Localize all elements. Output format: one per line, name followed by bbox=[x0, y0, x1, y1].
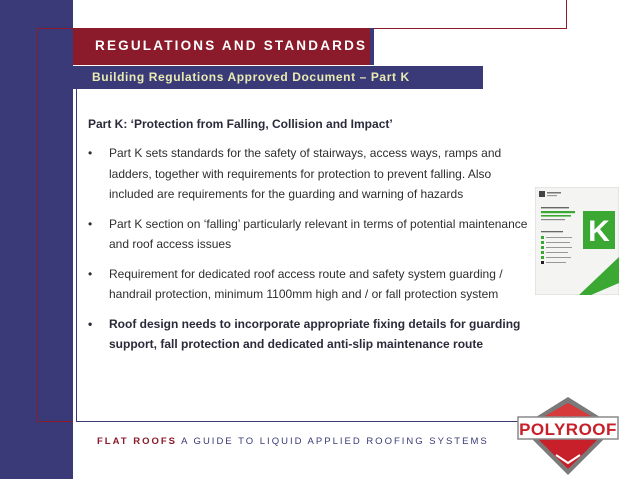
frame-line-left bbox=[37, 28, 38, 421]
approved-document-k-cover-image bbox=[535, 187, 619, 295]
frame-line-right bbox=[566, 0, 567, 28]
footer-text: A GUIDE TO LIQUID APPLIED ROOFING SYSTEMS bbox=[176, 436, 489, 447]
polyroof-logo bbox=[516, 395, 620, 479]
page-title: REGULATIONS AND STANDARDS bbox=[95, 38, 368, 53]
bullet-marker: • bbox=[88, 216, 93, 231]
bullet-text: Part K section on ‘falling’ particularly relevant in terms of potential maintenance and roof access issues bbox=[109, 216, 528, 251]
footer-accent: FLAT ROOFS bbox=[97, 436, 177, 447]
page-subtitle: Building Regulations Approved Document – Part K bbox=[92, 70, 410, 84]
bullet-item-1 bbox=[88, 143, 528, 205]
bullet-item-3 bbox=[88, 264, 528, 305]
frame-line-top-right bbox=[374, 28, 567, 29]
frame-line-bottom bbox=[37, 421, 73, 422]
bullet-list bbox=[88, 143, 528, 364]
bullet-marker: • bbox=[88, 146, 93, 160]
bullet-marker: • bbox=[88, 266, 93, 281]
section-heading: Part K: ‘Protection from Falling, Collision and Impact’ bbox=[88, 117, 393, 131]
svg-text:K: K bbox=[588, 215, 610, 248]
frame-line-inner-left bbox=[76, 89, 77, 421]
bullet-marker: • bbox=[88, 316, 93, 331]
bullet-item-4 bbox=[88, 314, 528, 355]
bullet-text: Roof design needs to incorporate appropriate fixing details for guarding support, fall protection and dedicated anti-slip maintenance route bbox=[109, 316, 521, 351]
frame-line-top bbox=[37, 28, 73, 29]
svg-text:POLYROOF: POLYROOF bbox=[519, 420, 617, 439]
header-band-edge bbox=[370, 28, 374, 65]
bullet-text: Part K sets standards for the safety of stairways, access ways, ramps and ladders, together with requirements for protection to prevent falling. Also included are requirements for the guarding and warning of hazards bbox=[109, 146, 502, 201]
frame-line-inner-bottom bbox=[76, 421, 576, 422]
footer bbox=[97, 436, 489, 447]
bullet-text: Requirement for dedicated roof access route and safety system guarding / handrail protection, minimum 1100mm high and / or fall protection system bbox=[109, 266, 503, 301]
bullet-item-2 bbox=[88, 214, 528, 255]
